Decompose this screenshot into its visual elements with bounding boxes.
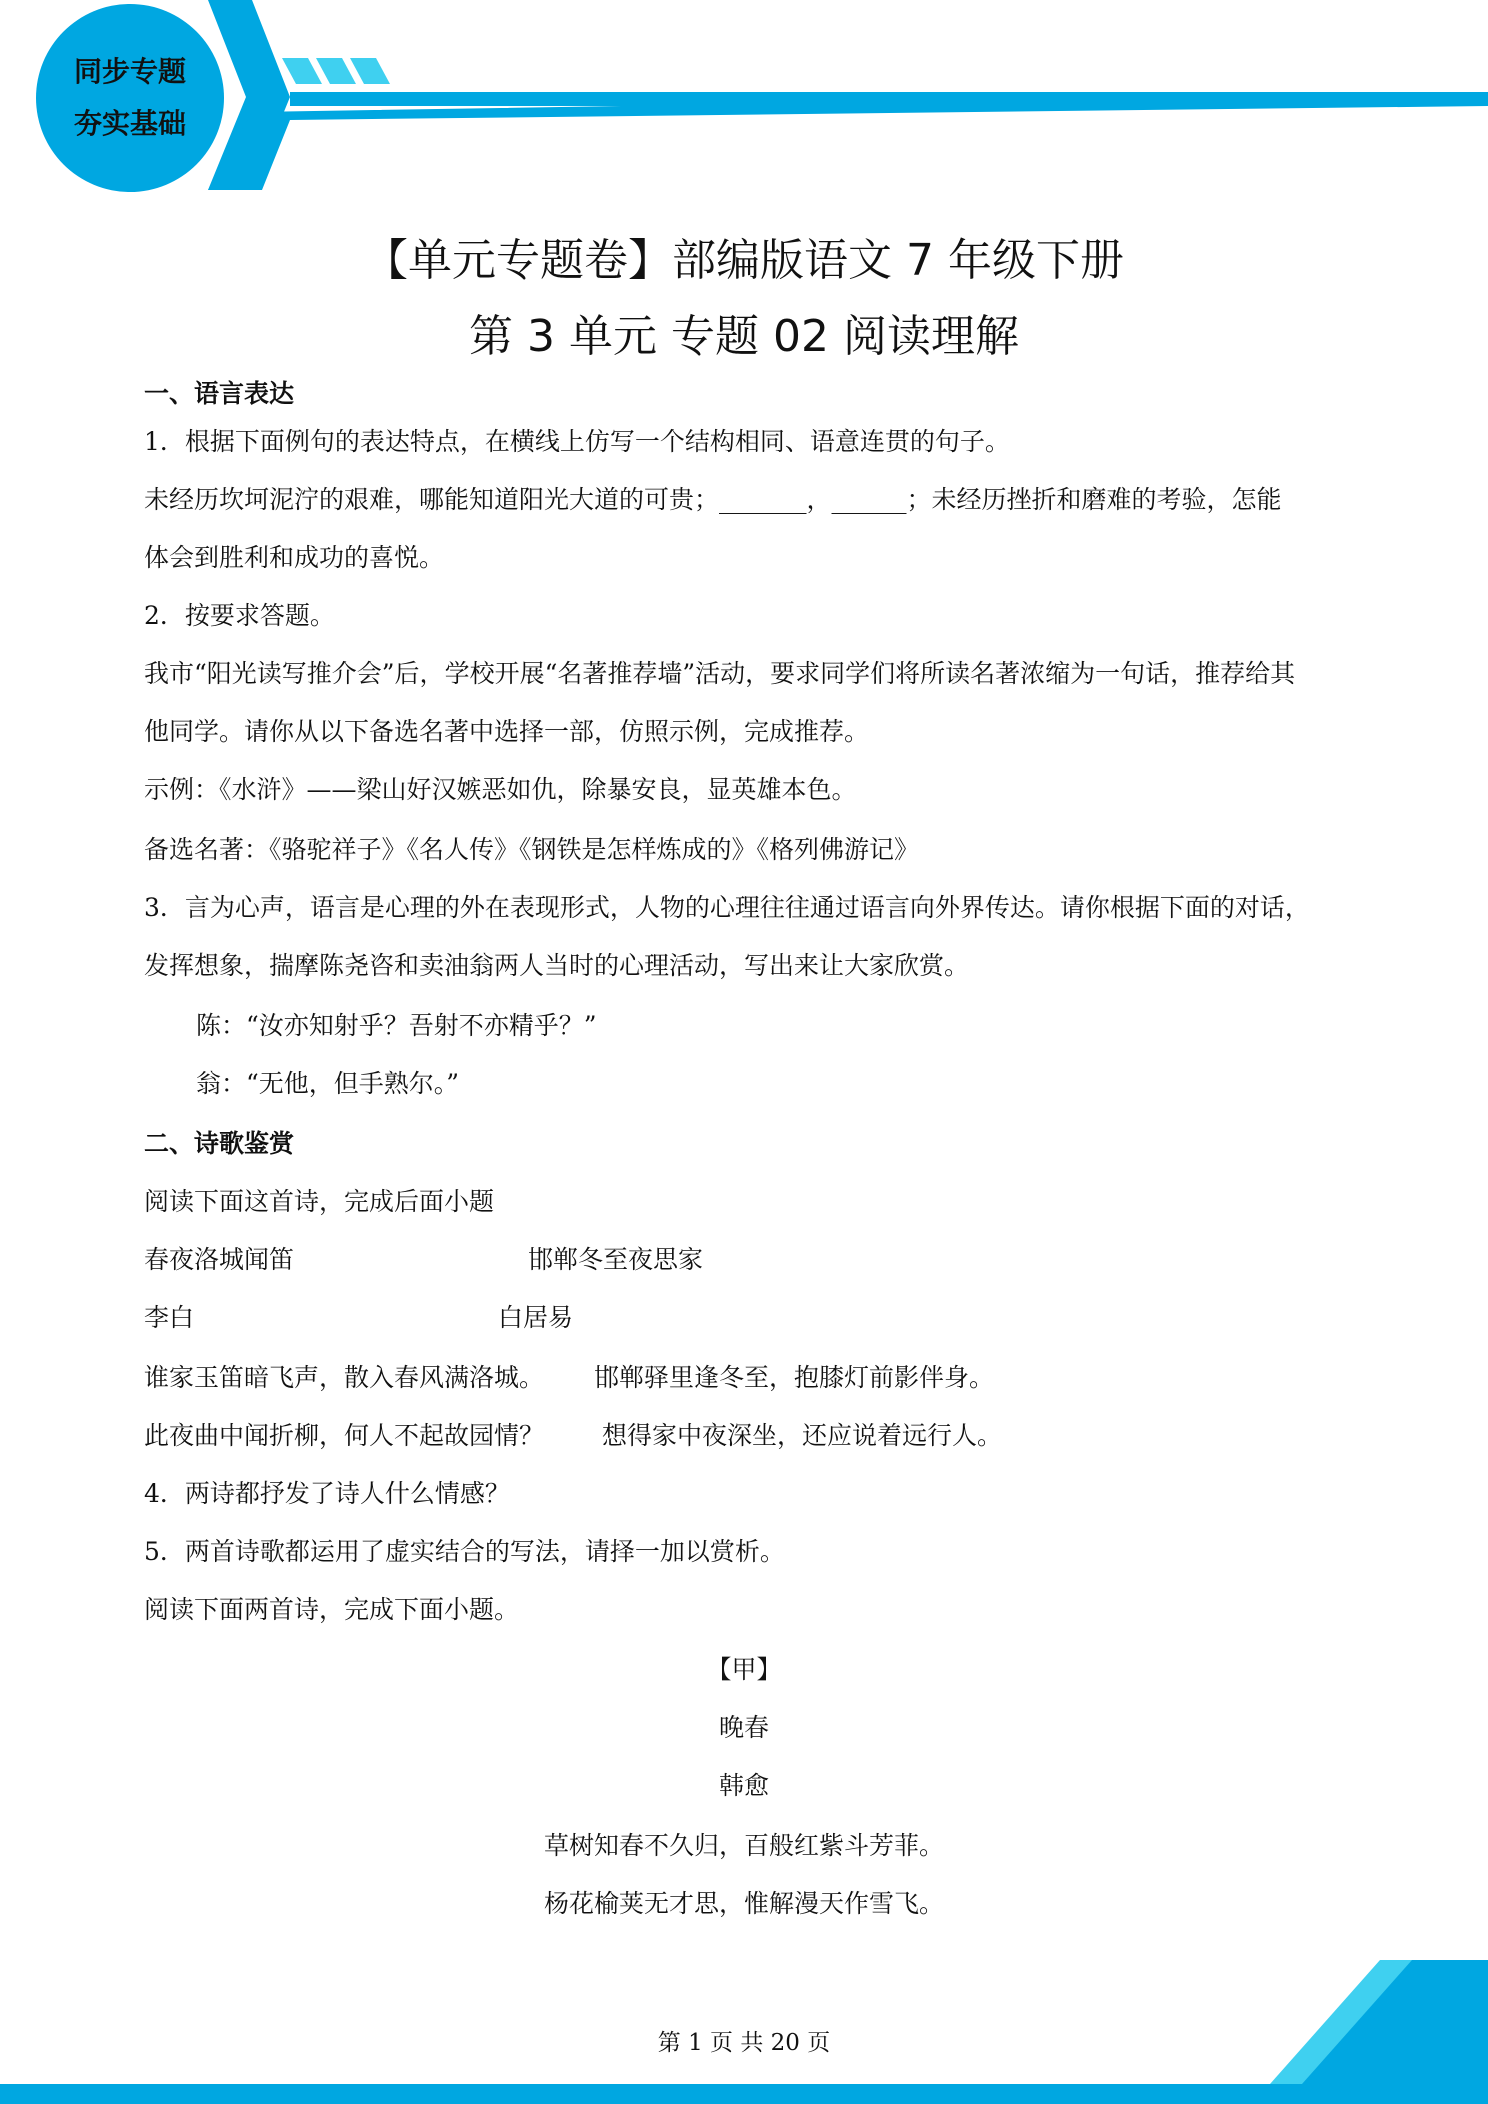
question-3: 3．言为心声，语言是心理的外在表现形式，人物的心理往往通过语言向外界传达。请你根据下面的对话， <box>144 893 1310 922</box>
poem-a-line-1: 谁家玉笛暗飞声，散入春风满洛城。 <box>144 1363 545 1392</box>
document-subtitle: 第 3 单元 专题 02 阅读理解 <box>469 311 1019 362</box>
poem-b-line-1: 邯郸驿里逢冬至，抱膝灯前影伴身。 <box>594 1363 995 1392</box>
badge-line-1: 同步专题 <box>73 55 186 88</box>
poem-a-author: 李白 <box>144 1303 195 1332</box>
footer-decoration <box>0 1960 1488 2104</box>
question-2-text: 我市“阳光读写推介会”后，学校开展“名著推荐墙”活动，要求同学们将所读名著浓缩为一句话，推荐给其 <box>144 659 1296 688</box>
question-2: 2．按要求答题。 <box>144 601 335 630</box>
question-2-options: 备选名著：《骆驼祥子》《名人传》《钢铁是怎样炼成的》《格列佛游记》 <box>144 835 920 864</box>
poem-jia-label: 【甲】 <box>706 1655 782 1684</box>
reading-instruction-1: 阅读下面这首诗，完成后面小题 <box>144 1187 495 1216</box>
section-heading-2: 二、诗歌鉴赏 <box>144 1129 295 1158</box>
question-2-sample: 示例：《水浒》——梁山好汉嫉恶如仇，除暴安良，显英雄本色。 <box>144 775 857 804</box>
dialogue-chen: 陈：“汝亦知射乎？吾射不亦精乎？” <box>196 1011 597 1040</box>
dialogue-weng: 翁：“无他，但手熟尔。” <box>196 1069 460 1098</box>
poem-jia-line-1: 草树知春不久归，百般红紫斗芳菲。 <box>543 1831 944 1860</box>
page-number: 第 1 页 共 20 页 <box>657 2030 831 2056</box>
question-1: 1．根据下面例句的表达特点，在横线上仿写一个结构相同、语意连贯的句子。 <box>144 427 1010 456</box>
poem-a-title: 春夜洛城闻笛 <box>144 1245 295 1274</box>
poem-b-line-2: 想得家中夜深坐，还应说着远行人。 <box>602 1421 1003 1450</box>
question-1-example-cont: 体会到胜利和成功的喜悦。 <box>144 543 445 572</box>
question-4: 4．两诗都抒发了诗人什么情感？ <box>144 1479 510 1508</box>
question-1-example: 未经历坎坷泥泞的艰难，哪能知道阳光大道的可贵；_______，______；未经历挫折和磨难的考验，怎能 <box>144 485 1282 514</box>
question-2-text-cont: 他同学。请你从以下备选名著中选择一部，仿照示例，完成推荐。 <box>144 717 870 746</box>
question-3-cont: 发挥想象，揣摩陈尧咨和卖油翁两人当时的心理活动，写出来让大家欣赏。 <box>144 951 970 980</box>
reading-instruction-2: 阅读下面两首诗，完成下面小题。 <box>144 1595 520 1624</box>
poem-jia-author: 韩愈 <box>718 1771 769 1800</box>
header-badge <box>36 4 224 192</box>
document-title: 【单元专题卷】部编版语文 7 年级下册 <box>364 235 1124 286</box>
badge-line-2: 夯实基础 <box>73 107 186 140</box>
question-5: 5．两首诗歌都运用了虚实结合的写法，请择一加以赏析。 <box>144 1537 785 1566</box>
poem-b-title: 邯郸冬至夜思家 <box>528 1245 704 1274</box>
poem-jia-title: 晚春 <box>718 1713 769 1742</box>
poem-b-author: 白居易 <box>498 1303 574 1332</box>
poem-a-line-2: 此夜曲中闻折柳，何人不起故园情？ <box>144 1421 545 1450</box>
section-heading-1: 一、语言表达 <box>144 379 295 408</box>
poem-jia-line-2: 杨花榆荚无才思，惟解漫天作雪飞。 <box>543 1889 944 1918</box>
